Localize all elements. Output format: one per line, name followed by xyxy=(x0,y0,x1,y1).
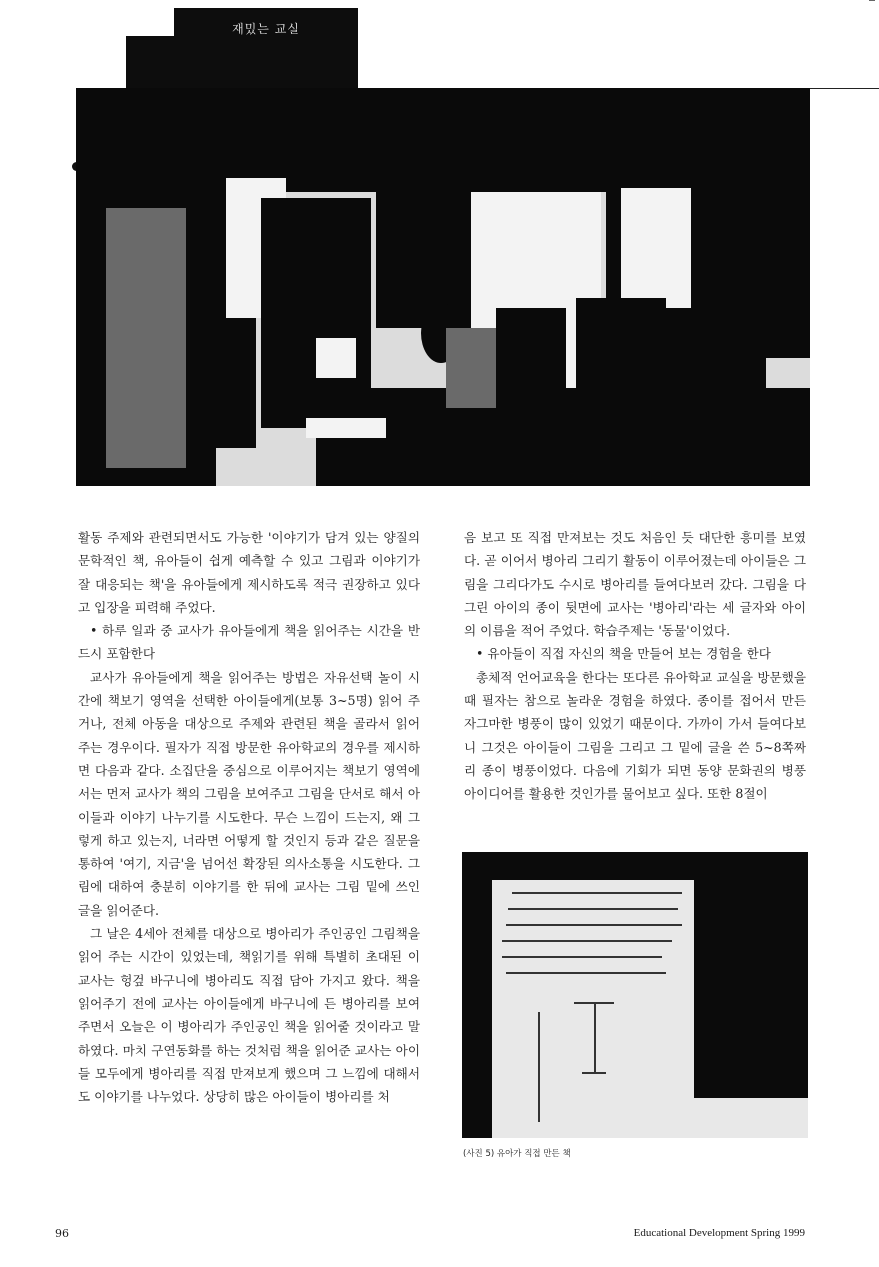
paragraph: 활동 주제와 관련되면서도 가능한 '이야기가 담겨 있는 양질의 문학적인 책, 유아들이 쉽게 예측할 수 있고 그림과 이야기가 잘 대응되는 책'을 유아들에게 제시하도록 적극 권장하고 있다고 입장을 피력해 주었다. xyxy=(78,530,420,615)
paragraph: 음 보고 또 직접 만져보는 것도 처음인 듯 대단한 흥미를 보였다. 곧 이어서 병아리 그리기 활동이 이루어졌는데 아이들은 그림을 그리다가도 수시로 병아리를 들여다보러 갔다. 그림을 다 그린 아이의 종이 뒷면에 교사는 '병아리'라는 세 글자와 아이의 이름을 적어 주었다. 학습주제는 '동물'이었다. xyxy=(464,530,806,639)
paragraph: 교사가 유아들에게 책을 읽어주는 방법은 자유선택 놀이 시간에 책보기 영역을 선택한 아이들에게(보통 3~5명) 읽어 주거나, 전체 아동을 대상으로 주제와 관련된 책을 골라서 읽어 주는 경우이다. 필자가 직접 방문한 유아학교의 경우를 제시하면 다음과 같다. 소집단을 중심으로 이루어지는 책보기 영역에서는 먼저 교사가 책의 그림을 보여주고 그림을 단서로 해서 아이들과 이야기 나누기를 시도한다. 무슨 느낌이 드는지, 왜 그렇게 하고 있는지, 너라면 어떻게 할 것인지 등과 같은 질문을 통하여 '여기, 지금'을 넘어선 확장된 의사소통을 시도한다. 그림에 대하여 충분히 이야기를 한 뒤에 교사는 그림 밑에 쓰인 글을 읽어준다. xyxy=(78,669,420,918)
section-label: 재밌는 교실 xyxy=(232,22,300,36)
right-column xyxy=(464,526,806,806)
bullet-heading: • 하루 일과 중 교사가 유아들에게 책을 읽어주는 시간을 반드시 포함한다 xyxy=(78,623,420,662)
section-header-tab xyxy=(174,8,358,88)
bullet-heading: • 유아들이 직접 자신의 책을 만들어 보는 경험을 한다 xyxy=(476,646,771,662)
paragraph: 총체적 언어교육을 한다는 또다른 유아학교 교실을 방문했을 때 필자는 참으로 놀라운 경험을 하였다. 종이를 접어서 만든 자그마한 병풍이 많이 있었기 때문이다. 가까이 가서 들여다보니 그것은 아이들이 그림을 그리고 그 밑에 글을 쓴 5~8쪽짜리 종이 병풍이었다. 다음에 기회가 되면 동양 문화권의 병풍 아이디어를 활용한 것인가를 물어보고 싶다. 또한 8절이 xyxy=(464,669,806,802)
journal-title: Educational Development Spring 1999 xyxy=(633,1227,805,1239)
paragraph: 그 날은 4세아 전체를 대상으로 병아리가 주인공인 그림책을 읽어 주는 시간이 있었는데, 책읽기를 위해 특별히 초대된 이 교사는 헝겊 바구니에 병아리도 직접 담아 가지고 왔다. 책을 읽어주기 전에 교사는 아이들에게 바구니에 든 병아리를 보여주면서 오늘은 이 병아리가 주인공인 책을 읽어줄 것이라고 말하였다. 마치 구연동화를 하는 것처럼 책을 읽어준 교사는 아이들 모두에게 병아리를 직접 만져보게 했으며 그 느낌에 대해서도 이야기를 나누었다. 상당히 많은 아이들이 병아리를 처 xyxy=(78,926,420,1105)
classroom-photo xyxy=(76,88,810,486)
corner-mark xyxy=(869,0,875,1)
page-number: 96 xyxy=(55,1227,69,1240)
photo-caption: (사진 5) 유아가 직접 만든 책 xyxy=(463,1149,571,1159)
child-book-photo xyxy=(462,852,808,1138)
left-column xyxy=(78,526,420,1108)
